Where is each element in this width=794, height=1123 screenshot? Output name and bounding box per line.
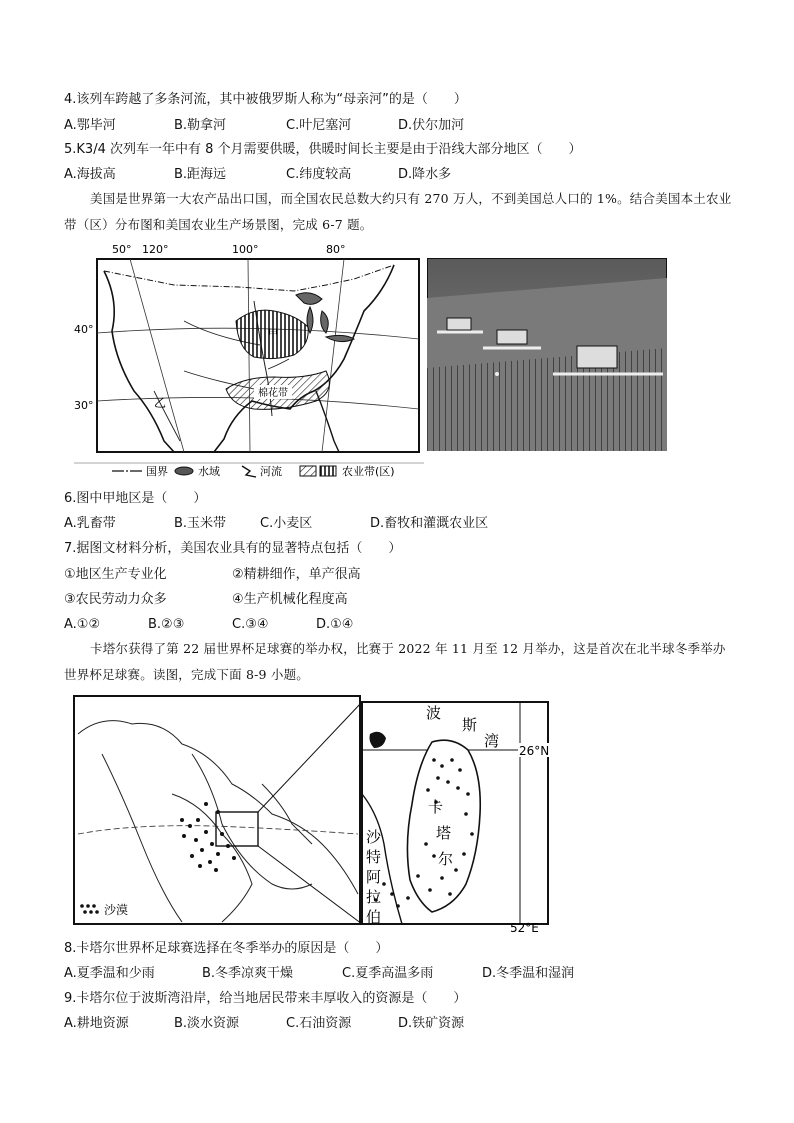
gulf-label-2: 斯 (462, 716, 478, 734)
belt-vert-legend-icon (320, 466, 336, 476)
legend-water: 水域 (198, 465, 220, 478)
lon-label-120: 120° (142, 243, 169, 256)
q4-option-d: D.伏尔加河 (398, 118, 465, 133)
lat-26n-label: 26°N (519, 744, 550, 758)
q4-option-a: A.鄂毕河 (64, 118, 116, 133)
region-yi-label: 乙 (154, 396, 167, 410)
gulf-label-1: 波 (426, 704, 442, 722)
belt-diag-legend-icon (300, 466, 316, 476)
q9-option-a: A.耕地资源 (64, 1016, 129, 1031)
legend-river: 河流 (260, 465, 282, 478)
lon-52e-label: 52°E (510, 921, 539, 934)
lon-label-50: 50° (112, 243, 132, 256)
q7-option-a: A.①② (64, 617, 101, 632)
q5-option-d: D.降水多 (398, 167, 452, 182)
q8-option-d: D.冬季温和湿润 (482, 966, 575, 981)
river-legend-icon (242, 466, 256, 477)
q8-option-b: B.冬季凉爽干燥 (202, 966, 294, 981)
q7-item-1: ①地区生产专业化 (64, 567, 167, 582)
q9-option-b: B.淡水资源 (174, 1016, 240, 1031)
saudi-label-4: 拉 (366, 888, 382, 906)
saudi-label-1: 沙 (366, 828, 382, 846)
intro-us-paragraph: 美国是世界第一大农产品出口国，而全国农民总数大约只有 270 万人，不到美国总人口的 1%。结合美国本土农业带（区）分布图和美国农业生产场景图，完成 6-7 题。 (64, 191, 732, 232)
qatar-label-3: 尔 (438, 850, 454, 868)
q7-option-b: B.②③ (148, 617, 185, 632)
desert-legend-label: 沙漠 (104, 903, 129, 917)
q4-option-b: B.勒拿河 (174, 118, 227, 133)
qatar-label-2: 塔 (436, 824, 452, 842)
legend-border: 国界 (146, 465, 168, 478)
intro-qatar-paragraph: 卡塔尔获得了第 22 届世界杯足球赛的举办权，比赛于 2022 年 11 月至 12 月举办，这是首次在北半球冬季举办世界杯足球赛。读图，完成下面 8-9 小题。 (64, 641, 726, 682)
us-farm-harvest-photo (427, 258, 667, 451)
saudi-label-2: 特 (366, 848, 382, 866)
cotton-belt-label: 棉花带 (258, 388, 288, 399)
q9-stem: 9.卡塔尔位于波斯湾沿岸，给当地居民带来丰厚收入的资源是（ ） (64, 991, 467, 1006)
saudi-label-3: 阿 (366, 868, 382, 886)
q4-stem: 4.该列车跨越了多条河流，其中被俄罗斯人称为“母亲河”的是（ ） (64, 92, 467, 107)
lat-label-30: 30° (74, 399, 94, 412)
water-legend-icon (175, 467, 193, 475)
q7-stem: 7.据图文材料分析，美国农业具有的显著特点包括（ ） (64, 541, 402, 556)
q5-stem: 5.K3/4 次列车一年中有 8 个月需要供暖，供暖时间长主要是由于沿线大部分地区（ ） (64, 142, 582, 157)
lon-label-80: 80° (326, 243, 346, 256)
qatar-location-map (72, 694, 556, 934)
q6-option-b: B.玉米带 (174, 516, 227, 531)
q9-option-c: C.石油资源 (286, 1016, 352, 1031)
q7-option-d: D.①④ (316, 617, 354, 632)
q5-option-c: C.纬度较高 (286, 167, 352, 182)
lon-label-100: 100° (232, 243, 259, 256)
q6-option-a: A.乳畜带 (64, 516, 116, 531)
q7-item-3: ③农民劳动力众多 (64, 592, 167, 607)
q7-item-4: ④生产机械化程度高 (232, 592, 348, 607)
saudi-label-5: 伯 (366, 908, 382, 926)
q5-option-a: A.海拔高 (64, 167, 116, 182)
q6-option-c: C.小麦区 (260, 516, 313, 531)
legend-belt: 农业带(区) (342, 465, 395, 478)
q4-option-c: C.叶尼塞河 (286, 118, 352, 133)
q5-option-b: B.距海远 (174, 167, 227, 182)
lat-label-40: 40° (74, 323, 94, 336)
gulf-label-3: 湾 (484, 732, 500, 750)
region-jia-label: 甲 (268, 329, 278, 340)
us-agriculture-map (64, 241, 424, 481)
q8-option-c: C.夏季高温多雨 (342, 966, 434, 981)
q6-option-d: D.畜牧和灌溉农业区 (370, 516, 489, 531)
qatar-label-1: 卡 (428, 798, 444, 816)
q7-item-2: ②精耕细作，单产很高 (232, 567, 361, 582)
q6-stem: 6.图中甲地区是（ ） (64, 491, 207, 506)
q8-option-a: A.夏季温和少雨 (64, 966, 155, 981)
q7-option-c: C.③④ (232, 617, 269, 632)
q8-stem: 8.卡塔尔世界杯足球赛选择在冬季举办的原因是（ ） (64, 941, 389, 956)
q9-option-d: D.铁矿资源 (398, 1016, 465, 1031)
